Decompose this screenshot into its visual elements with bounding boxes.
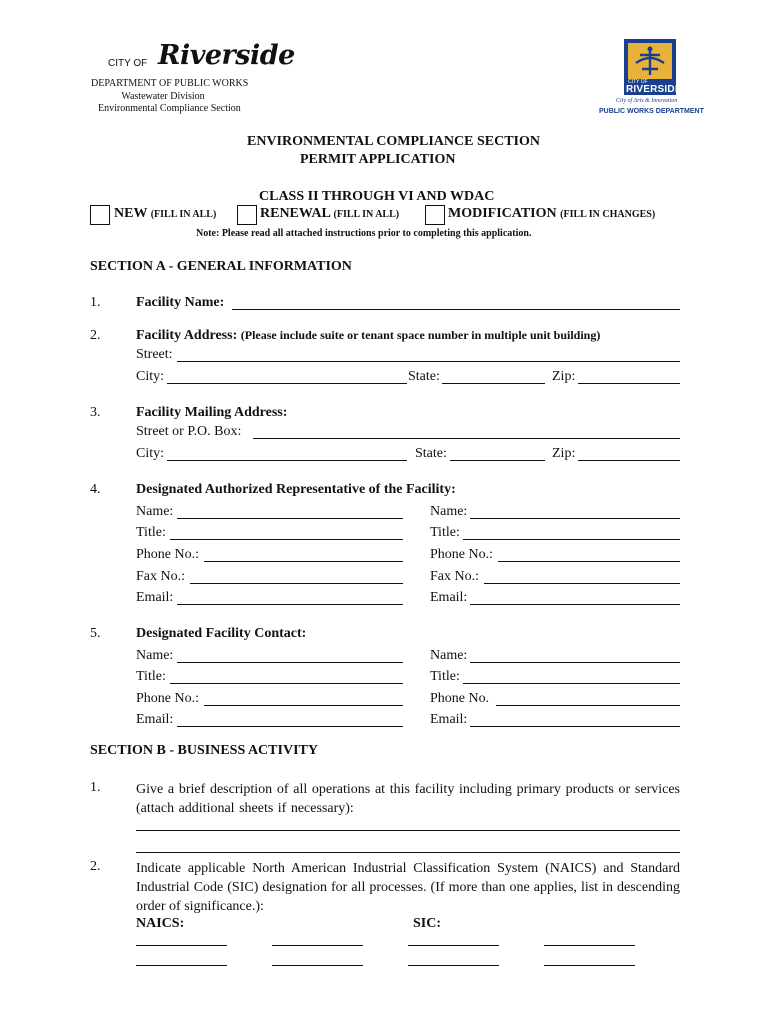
contact-right-title-label: Title: [430,669,460,684]
naics-field-2a[interactable] [136,965,227,966]
title-line-3: CLASS II THROUGH VI AND WDAC [259,189,495,204]
renewal-note: (FILL IN ALL) [333,209,400,220]
zip-label: Zip: [552,369,576,384]
rep-left-phone-field[interactable] [204,561,403,562]
rep-right-fax-label: Fax No.: [430,569,479,584]
contact-right-name-label: Name: [430,648,468,663]
contact-right-email-label: Email: [430,712,468,727]
facility-contact-label: Designated Facility Contact: [136,626,307,641]
contact-left-email-label: Email: [136,712,174,727]
naics-field-1b[interactable] [272,945,363,946]
rep-right-email-field[interactable] [470,604,680,605]
title-line-1: ENVIRONMENTAL COMPLIANCE SECTION [247,134,540,149]
q5-number: 5. [90,626,101,641]
mailing-address-label: Facility Mailing Address: [136,405,288,420]
logo-dept: PUBLIC WORKS DEPARTMENT [599,108,704,115]
sic-field-1a[interactable] [408,945,499,946]
rep-left-fax-label: Fax No.: [136,569,185,584]
new-checkbox[interactable] [90,205,110,225]
mailing-street-label: Street or P.O. Box: [136,424,242,439]
sic-field-2a[interactable] [408,965,499,966]
contact-right-title-field[interactable] [463,683,680,684]
mailing-state-field[interactable] [450,460,545,461]
city-of-label: CITY OF [108,58,148,69]
facility-address-hint: (Please include suite or tenant space number in multiple unit building) [240,328,601,342]
naics-sic-prompt: Indicate applicable North American Industrial Classification System (NAICS) and Standard Industrial Code (SIC) designation for all processes. (If more than one applies, list in descending order of significance.): [136,861,680,914]
sic-field-2b[interactable] [544,965,635,966]
logo-tagline: City of Arts & Innovation [616,98,678,104]
naics-field-1a[interactable] [136,945,227,946]
state-field[interactable] [442,383,545,384]
modification-option-label [448,206,655,222]
rep-right-fax-field[interactable] [484,583,680,584]
contact-right-email-field[interactable] [470,726,680,727]
q3-number: 3. [90,405,101,420]
instructions-note: Note: Please read all attached instructions prior to completing this application. [196,228,532,239]
authorized-rep-label: Designated Authorized Representative of the Facility: [136,482,456,497]
facility-address-label: Facility Address: [136,328,238,343]
renewal-checkbox[interactable] [237,205,257,225]
section-a-heading: SECTION A - GENERAL INFORMATION [90,259,352,274]
contact-left-name-label: Name: [136,648,174,663]
mailing-city-field[interactable] [167,460,407,461]
city-name-wordmark: Riverside [158,40,295,71]
operations-description-field-2[interactable] [136,852,680,853]
zip-field[interactable] [578,383,680,384]
rep-right-title-field[interactable] [463,539,680,540]
rep-left-title-label: Title: [136,525,166,540]
logo-name: RIVERSIDE [626,84,682,95]
contact-left-title-field[interactable] [170,683,403,684]
new-label: NEW [114,206,148,221]
city-label: City: [136,369,165,384]
mailing-zip-field[interactable] [578,460,680,461]
facility-name-field[interactable] [232,309,680,310]
contact-left-name-field[interactable] [177,662,403,663]
operations-description-prompt: Give a brief description of all operations at this facility including primary products or services (attach additional sheets if necessary): [136,782,680,816]
contact-right-phone-label: Phone No. [430,691,490,706]
sic-field-1b[interactable] [544,945,635,946]
contact-left-title-label: Title: [136,669,166,684]
q1-number: 1. [90,295,101,310]
b-q1-number: 1. [90,780,101,795]
department-label: DEPARTMENT OF PUBLIC WORKS [91,78,249,89]
modification-note: (FILL IN CHANGES) [560,209,656,220]
rep-left-fax-field[interactable] [190,583,403,584]
renewal-label: RENEWAL [260,206,331,221]
street-label: Street: [136,347,173,362]
contact-left-phone-label: Phone No.: [136,691,199,706]
rep-right-phone-label: Phone No.: [430,547,493,562]
rep-left-title-field[interactable] [170,539,403,540]
facility-address-heading [136,328,600,344]
contact-right-phone-field[interactable] [496,705,680,706]
mailing-city-label: City: [136,446,165,461]
section-label: Environmental Compliance Section [98,103,241,114]
naics-field-2b[interactable] [272,965,363,966]
facility-name-label: Facility Name: [136,295,225,310]
modification-checkbox[interactable] [425,205,445,225]
title-line-2: PERMIT APPLICATION [300,152,456,167]
city-field[interactable] [167,383,407,384]
rep-left-name-field[interactable] [177,518,403,519]
q2-number: 2. [90,328,101,343]
mailing-zip-label: Zip: [552,446,576,461]
b-q2-number: 2. [90,859,101,874]
division-label: Wastewater Division [121,91,205,102]
mailing-state-label: State: [415,446,447,461]
q4-number: 4. [90,482,101,497]
mailing-street-field[interactable] [253,438,680,439]
new-note: (FILL IN ALL) [150,209,217,220]
sic-label: SIC: [413,916,442,931]
contact-left-phone-field[interactable] [204,705,403,706]
rep-right-phone-field[interactable] [498,561,680,562]
logo-city-of: CITY OF [628,79,648,85]
modification-label: MODIFICATION [448,206,557,221]
rep-left-email-label: Email: [136,590,174,605]
rep-left-email-field[interactable] [177,604,403,605]
rep-right-name-label: Name: [430,504,468,519]
new-option-label [114,206,216,222]
street-field[interactable] [177,361,680,362]
naics-label: NAICS: [136,916,185,931]
rep-right-title-label: Title: [430,525,460,540]
rep-left-phone-label: Phone No.: [136,547,199,562]
rep-right-email-label: Email: [430,590,468,605]
rep-right-name-field[interactable] [470,518,680,519]
section-b-heading: SECTION B - BUSINESS ACTIVITY [90,743,318,758]
rep-left-name-label: Name: [136,504,174,519]
operations-description-field-1[interactable] [136,830,680,831]
state-label: State: [408,369,440,384]
renewal-option-label [260,206,399,222]
contact-right-name-field[interactable] [470,662,680,663]
contact-left-email-field[interactable] [177,726,403,727]
